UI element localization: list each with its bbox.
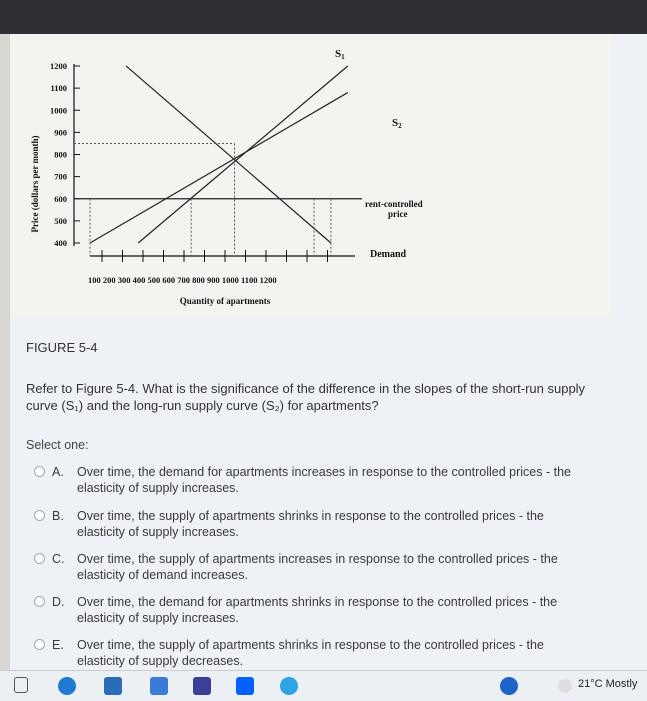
curve-demand <box>126 66 331 243</box>
option-d-letter: D. <box>52 595 65 609</box>
option-b-text: Over time, the supply of apartments shrinks in response to the controlled prices - the elasticity of supply increases. <box>77 509 544 539</box>
select-one-label: Select one: <box>26 438 89 452</box>
edge-icon[interactable] <box>58 677 76 695</box>
y-tick-label-1200: 1200 <box>50 61 67 71</box>
x-axis-label: Quantity of apartments <box>179 296 271 306</box>
y-tick-label-1000: 1000 <box>50 105 67 116</box>
top-dark-bar <box>0 0 647 34</box>
y-tick-label-1100: 1100 <box>50 83 67 94</box>
demand-label: Demand <box>370 249 407 260</box>
chrome-icon[interactable] <box>280 677 298 695</box>
option-d-radio[interactable] <box>34 596 45 607</box>
question-text: Refer to Figure 5-4. What is the significance of the difference in the slopes of the short-run supply curve (S₁) and the long-run supply curve (S₂) for apartments? <box>26 381 586 413</box>
y-tick-label-700: 700 <box>54 171 67 182</box>
y-tick-label-900: 900 <box>54 127 67 138</box>
y-tick-label-600: 600 <box>54 193 67 204</box>
option-b-letter: B. <box>52 509 64 523</box>
option-c-text: Over time, the supply of apartments increases in response to the controlled prices - the elasticity of demand increases. <box>77 552 558 582</box>
mail-icon[interactable] <box>104 677 122 695</box>
rent-controlled-label-line2: price <box>388 209 408 219</box>
weather-icon <box>558 679 572 693</box>
option-b-radio[interactable] <box>34 510 45 521</box>
option-a-letter: A. <box>52 465 64 479</box>
option-e-radio[interactable] <box>34 639 45 650</box>
figure-label: FIGURE 5-4 <box>26 340 98 355</box>
s1-label <box>335 48 345 61</box>
task-view-icon[interactable] <box>14 677 28 693</box>
curve-s2 <box>90 93 348 243</box>
x-tick-labels: 100 200 300 400 500 600 700 800 900 1000 1100 1200 <box>88 275 277 285</box>
s2-subscript: 2 <box>398 122 402 130</box>
s2-label <box>392 117 402 130</box>
s1-letter: S <box>335 48 342 60</box>
option-a-text: Over time, the demand for apartments increases in response to the controlled prices - the elasticity of supply increases. <box>77 465 571 495</box>
help-icon[interactable] <box>500 677 518 695</box>
s2-letter: S <box>392 117 399 129</box>
option-a-radio[interactable] <box>34 466 45 477</box>
figure-panel <box>10 34 610 316</box>
option-d-text: Over time, the demand for apartments shrinks in response to the controlled prices - the elasticity of supply increases. <box>77 595 558 625</box>
curve-s1 <box>138 66 348 243</box>
y-tick-label-400: 400 <box>54 238 67 248</box>
y-tick-label-800: 800 <box>54 149 67 160</box>
option-c-radio[interactable] <box>34 553 45 564</box>
store-icon[interactable] <box>150 677 168 695</box>
dropbox-icon[interactable] <box>236 677 254 695</box>
y-axis-label: Price (dollars per month) <box>30 135 40 233</box>
quiz-page <box>10 34 647 670</box>
option-e-text: Over time, the supply of apartments shrinks in response to the controlled prices - the elasticity of supply decreases. <box>77 638 544 668</box>
option-c-letter: C. <box>52 552 65 566</box>
supply-demand-chart <box>10 34 610 316</box>
taskbar <box>0 670 647 701</box>
s1-subscript: 1 <box>341 53 345 61</box>
weather-temperature: 21°C Mostly <box>578 678 638 690</box>
app-icon[interactable] <box>193 677 211 695</box>
rent-controlled-label-line1: rent-controlled <box>365 199 423 209</box>
option-e-letter: E. <box>52 638 64 652</box>
y-tick-label-500: 500 <box>54 215 67 226</box>
